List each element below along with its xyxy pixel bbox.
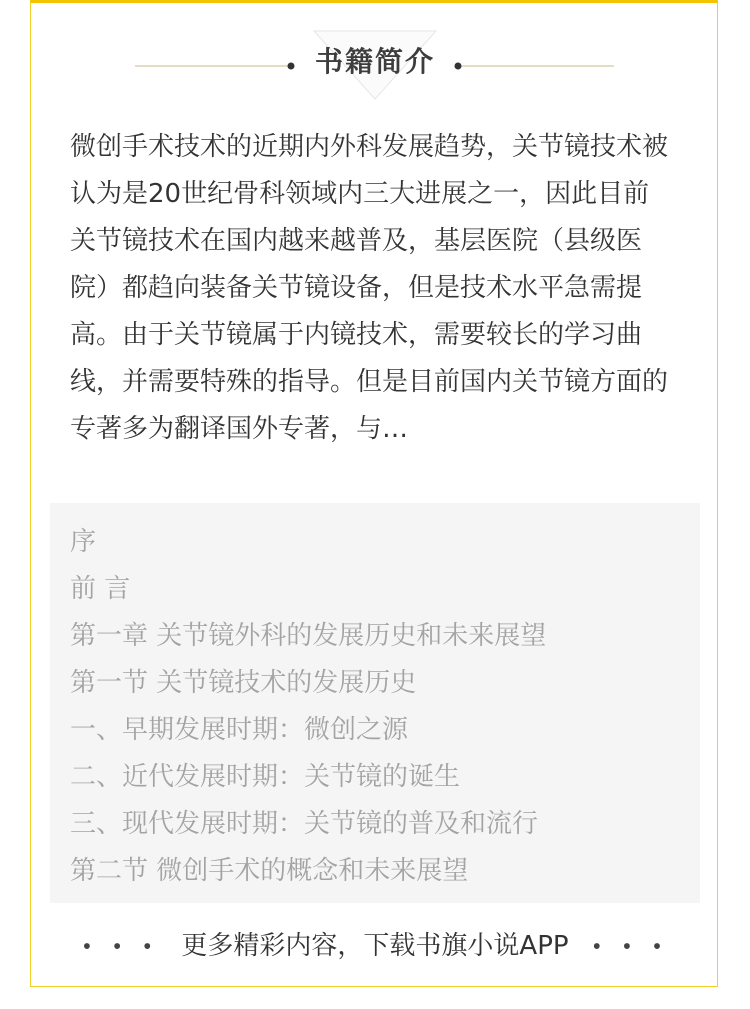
table-of-contents [50, 503, 700, 903]
toc-item[interactable]: 第一章 关节镜外科的发展历史和未来展望 [70, 621, 547, 651]
toc-item[interactable]: 第一节 关节镜技术的发展历史 [70, 668, 417, 698]
dots-right-decoration: • • • [590, 934, 669, 959]
section-title: 书籍简介 [314, 45, 435, 78]
toc-item[interactable]: 三、现代发展时期：关节镜的普及和流行 [70, 809, 539, 839]
download-app-link[interactable] [0, 925, 750, 962]
book-intro-text: 微创手术技术的近期内外科发展趋势，关节镜技术被认为是20世纪骨科领域内三大进展之一，因此目前关节镜技术在国内越来越普及，基层医院（县级医院）都趋向装备关节镜设备，但是技术水平急需提高。由于关节镜属于内镜技术，需要较长的学习曲线，并需要特殊的指导。但是目前国内关节镜方面的专著多为翻译国外专著，与… [70, 132, 669, 444]
download-app-label: 更多精彩内容，下载书旗小说APP [181, 931, 569, 961]
toc-item[interactable]: 前 言 [70, 574, 131, 604]
toc-item[interactable]: 二、近代发展时期：关节镜的诞生 [70, 762, 461, 792]
toc-item[interactable]: 一、早期发展时期：微创之源 [70, 715, 409, 745]
dots-left-decoration: • • • [81, 934, 160, 959]
toc-item[interactable]: 第二节 微创手术的概念和未来展望 [70, 856, 469, 886]
section-header [0, 0, 750, 110]
toc-item[interactable]: 序 [70, 527, 97, 557]
toc-list [50, 503, 700, 895]
